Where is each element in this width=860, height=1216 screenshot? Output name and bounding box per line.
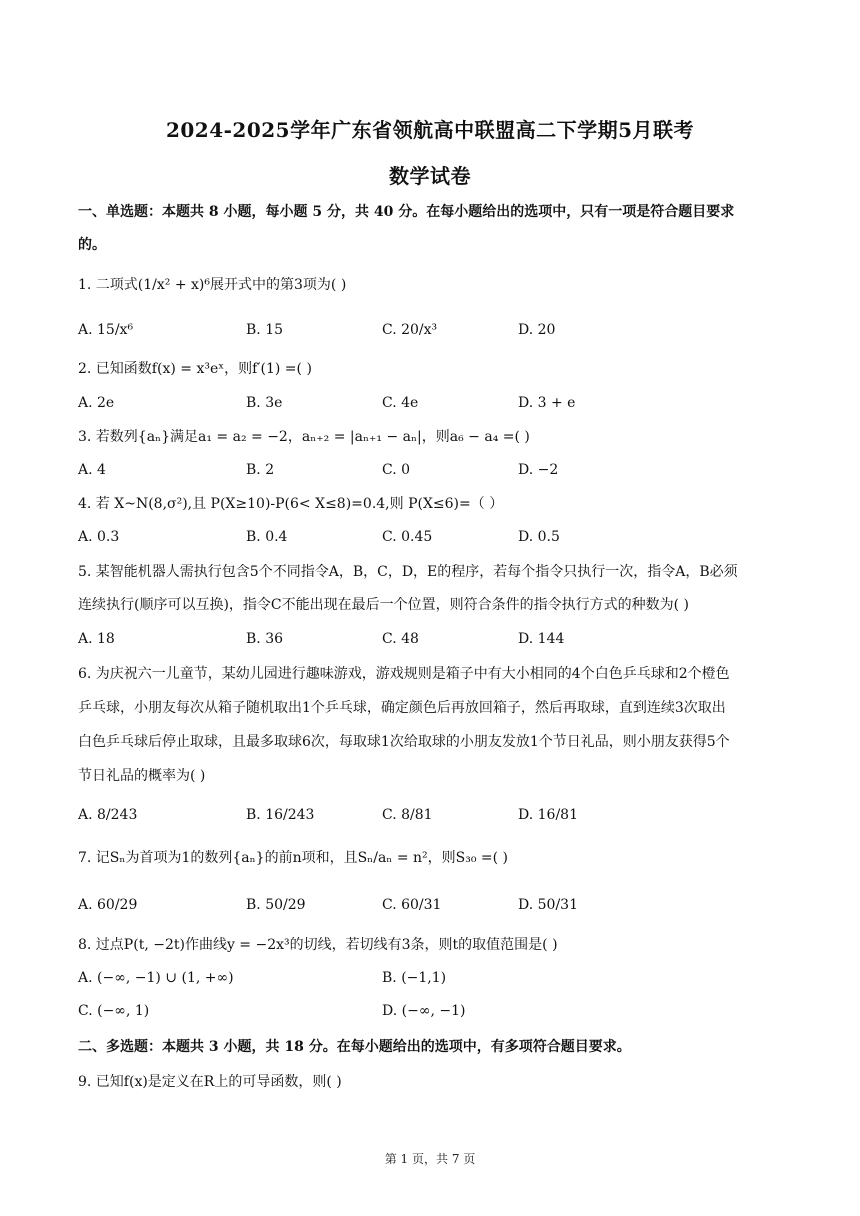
q6-option-d: D. 16/81 (518, 807, 578, 823)
question-5-line1: 5. 某智能机器人需执行包含5个不同指令A，B，C，D，E的程序，若每个指令只执行一次，指令A，B必须 (78, 564, 738, 580)
q7-option-b: B. 50/29 (246, 897, 306, 913)
q7-option-a: A. 60/29 (78, 897, 138, 913)
question-4: 4. 若 X~N(8,σ²),且 P(X≥10)-P(6< X≤8)=0.4,则 P(X≤6)=（ ） (78, 496, 504, 512)
question-2: 2. 已知函数f(x) = x³eˣ，则f′(1) =( ) (78, 361, 312, 377)
question-4-options (78, 523, 778, 551)
question-1: 1. 二项式(1/x² + x)⁶展开式中的第3项为( ) (78, 277, 347, 293)
q7-option-d: D. 50/31 (518, 897, 578, 913)
q4-option-a: A. 0.3 (78, 529, 120, 545)
q5-option-b: B. 36 (246, 631, 284, 647)
q8-option-d: D. (−∞, −1) (382, 1003, 466, 1019)
question-6-line4: 节日礼品的概率为( ) (78, 768, 206, 784)
q1-option-c: C. 20/x³ (382, 322, 438, 338)
q3-option-d: D. −2 (518, 462, 559, 478)
q1-option-d: D. 20 (518, 322, 556, 338)
q5-option-a: A. 18 (78, 631, 115, 647)
section1-heading-line2: 的。 (78, 237, 106, 253)
q1-option-b: B. 15 (246, 322, 284, 338)
question-7-options (78, 891, 778, 919)
q2-option-d: D. 3 + e (518, 395, 576, 411)
q6-option-b: B. 16/243 (246, 807, 315, 823)
q5-option-c: C. 48 (382, 631, 419, 647)
q8-option-b: B. (−1,1) (382, 970, 447, 986)
exam-subtitle: 数学试卷 (389, 164, 471, 188)
question-5-line2: 连续执行(顺序可以互换)，指令C不能出现在最后一个位置，则符合条件的指令执行方式的种数为( ) (78, 597, 690, 613)
q3-option-c: C. 0 (382, 462, 411, 478)
q5-option-d: D. 144 (518, 631, 565, 647)
question-1-options (78, 316, 778, 344)
q4-option-c: C. 0.45 (382, 529, 433, 545)
question-8: 8. 过点P(t, −2t)作曲线y = −2x³的切线，若切线有3条，则t的取值范围是( ) (78, 937, 558, 953)
question-3: 3. 若数列{aₙ}满足a₁ = a₂ = −2，aₙ₊₂ = |aₙ₊₁ − aₙ|，则a₆ − a₄ =( ) (78, 429, 530, 445)
q2-option-b: B. 3e (246, 395, 283, 411)
question-6-line1: 6. 为庆祝六一儿童节，某幼儿园进行趣味游戏，游戏规则是箱子中有大小相同的4个白色乒乓球和2个橙色 (78, 666, 730, 682)
question-5-options (78, 625, 778, 653)
question-8-options-row1 (78, 964, 778, 992)
page-footer: 第 1 页，共 7 页 (384, 1152, 476, 1166)
exam-title: 2024-2025学年广东省领航高中联盟高二下学期5月联考 (165, 118, 695, 142)
q6-option-a: A. 8/243 (78, 807, 138, 823)
question-6-line3: 白色乒乓球后停止取球，且最多取球6次，每取球1次给取球的小朋友发放1个节日礼品，则小朋友获得5个 (78, 734, 730, 750)
q8-option-c: C. (−∞, 1) (78, 1003, 150, 1019)
question-6-line2: 乒乓球，小朋友每次从箱子随机取出1个乒乓球，确定颜色后再放回箱子，然后再取球，直到连续3次取出 (78, 700, 726, 716)
question-7: 7. 记Sₙ为首项为1的数列{aₙ}的前n项和，且Sₙ/aₙ = n²，则S₃₀ =( ) (78, 850, 508, 866)
question-3-options (78, 456, 778, 484)
q1-option-a: A. 15/x⁶ (78, 322, 134, 338)
q2-option-c: C. 4e (382, 395, 419, 411)
question-2-options (78, 389, 778, 417)
section1-heading-line1: 一、单选题：本题共 8 小题，每小题 5 分，共 40 分。在每小题给出的选项中，只有一项是符合题目要求 (78, 204, 735, 220)
q3-option-b: B. 2 (246, 462, 275, 478)
q4-option-d: D. 0.5 (518, 529, 560, 545)
question-6-options (78, 801, 778, 829)
q6-option-c: C. 8/81 (382, 807, 433, 823)
question-9: 9. 已知f(x)是定义在R上的可导函数，则( ) (78, 1074, 342, 1090)
q3-option-a: A. 4 (78, 462, 106, 478)
question-8-options-row2 (78, 997, 778, 1025)
q4-option-b: B. 0.4 (246, 529, 288, 545)
q8-option-a: A. (−∞, −1) ∪ (1, +∞) (78, 970, 234, 986)
q2-option-a: A. 2e (78, 395, 115, 411)
section2-heading: 二、多选题：本题共 3 小题，共 18 分。在每小题给出的选项中，有多项符合题目要求。 (78, 1039, 631, 1055)
q7-option-c: C. 60/31 (382, 897, 442, 913)
